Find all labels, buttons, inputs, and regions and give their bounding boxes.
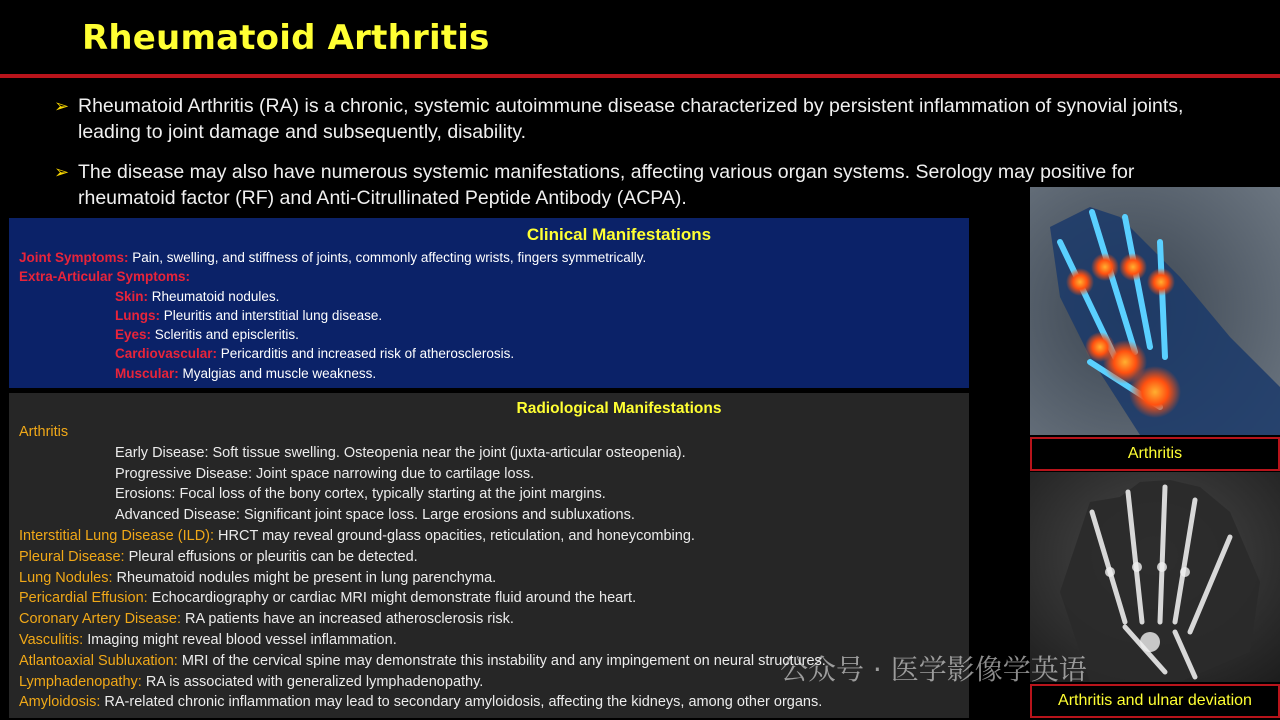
item-label: Interstitial Lung Disease (ILD):: [19, 527, 215, 544]
item-label: Lymphadenopathy:: [19, 673, 142, 690]
item-text: Rheumatoid nodules might be present in lung parenchyma.: [112, 569, 497, 586]
item-text: RA is associated with generalized lymphadenopathy.: [141, 673, 484, 690]
item-label: Pleural Disease:: [19, 548, 125, 565]
clinical-item: [19, 344, 959, 363]
item-label: Amyloidosis:: [19, 694, 101, 711]
bullet-item: [54, 93, 1229, 145]
arrow-bullet-icon: ➢: [54, 96, 70, 116]
arthritis-hand-image: [1030, 187, 1280, 435]
item-text: Myalgias and muscle weakness.: [178, 365, 377, 381]
item-text: MRI of the cervical spine may demonstrate this instability and any impingement on neural structures.: [177, 652, 826, 669]
item-label: Lung Nodules:: [19, 569, 113, 586]
title-divider: [0, 74, 1280, 78]
radiological-item: [19, 588, 959, 609]
item-text: Pericarditis and increased risk of atherosclerosis.: [217, 346, 515, 362]
clinical-title: Clinical Manifestations: [526, 225, 712, 244]
item-label: Muscular:: [115, 365, 179, 381]
item-label: Vasculitis:: [19, 631, 84, 648]
item-text: Rheumatoid nodules.: [148, 288, 280, 304]
radiological-item: [19, 692, 959, 713]
bullet-text: Rheumatoid Arthritis (RA) is a chronic, systemic autoimmune disease characterized by persistent inflammation of synovial joints, leading to joint damage and subsequently, disability.: [78, 95, 1184, 143]
joint-label: Joint Symptoms:: [19, 250, 129, 265]
item-label: Cardiovascular:: [115, 346, 218, 362]
arthritis-stage: Early Disease: Soft tissue swelling. Osteopenia near the joint (juxta-articular osteopenia).: [115, 444, 686, 461]
arthritis-stage: Erosions: Focal loss of the bony cortex, typically starting at the joint margins.: [115, 486, 606, 503]
item-label: Skin:: [115, 288, 149, 304]
item-text: Imaging might reveal blood vessel inflammation.: [83, 631, 397, 648]
item-label: Lungs:: [115, 307, 160, 323]
clinical-item: [19, 306, 959, 325]
item-text: HRCT may reveal ground-glass opacities, reticulation, and honeycombing.: [214, 527, 695, 544]
clinical-item: [19, 325, 959, 344]
arthritis-stage: Advanced Disease: Significant joint space loss. Large erosions and subluxations.: [115, 507, 635, 524]
joint-symptoms-row: [19, 248, 959, 267]
item-text: RA patients have an increased atherosclerosis risk.: [180, 611, 514, 628]
clinical-item: [19, 287, 959, 306]
slide-title: Rheumatoid Arthritis: [82, 18, 490, 58]
bullet-text: The disease may also have numerous systemic manifestations, affecting various organ systems. Serology may positive for rheumatoid factor (RF) and Anti-Citrullinated Peptide Antibody (ACPA).: [78, 161, 1135, 209]
image-caption-arthritis: Arthritis: [1030, 437, 1280, 471]
item-label: Pericardial Effusion:: [19, 590, 148, 607]
item-text: Pleuritis and interstitial lung disease.: [160, 307, 383, 323]
clinical-item: [19, 364, 959, 383]
item-text: Pleural effusions or pleuritis can be detected.: [124, 548, 418, 565]
image-caption-ulnar-deviation: Arthritis and ulnar deviation: [1030, 684, 1280, 718]
arthritis-stage: Progressive Disease: Joint space narrowing due to cartilage loss.: [115, 465, 535, 482]
item-text: Scleritis and episcleritis.: [151, 327, 299, 343]
item-label: Atlantoaxial Subluxation:: [19, 652, 178, 669]
arrow-bullet-icon: ➢: [54, 162, 70, 182]
item-label: Eyes:: [115, 327, 152, 343]
radiological-item: [19, 609, 959, 630]
joint-text: Pain, swelling, and stiffness of joints, commonly affecting wrists, fingers symmetrically.: [128, 250, 647, 265]
radiological-item: [19, 526, 959, 547]
item-text: RA-related chronic inflammation may lead to secondary amyloidosis, affecting the kidneys, among other organs.: [100, 694, 823, 711]
extra-articular-label: Extra-Articular Symptoms:: [19, 269, 191, 285]
watermark-text: 公众号 · 医学影像学英语: [780, 653, 1087, 686]
clinical-manifestations-box: [9, 218, 969, 388]
item-label: Coronary Artery Disease:: [19, 611, 181, 628]
radiological-title: Radiological Manifestations: [516, 400, 722, 417]
item-text: Echocardiography or cardiac MRI might demonstrate fluid around the heart.: [147, 590, 637, 607]
radiological-item: [19, 568, 959, 589]
glowing-hand-illustration: [1030, 187, 1280, 435]
radiological-item: [19, 547, 959, 568]
arthritis-label: Arthritis: [19, 424, 69, 440]
